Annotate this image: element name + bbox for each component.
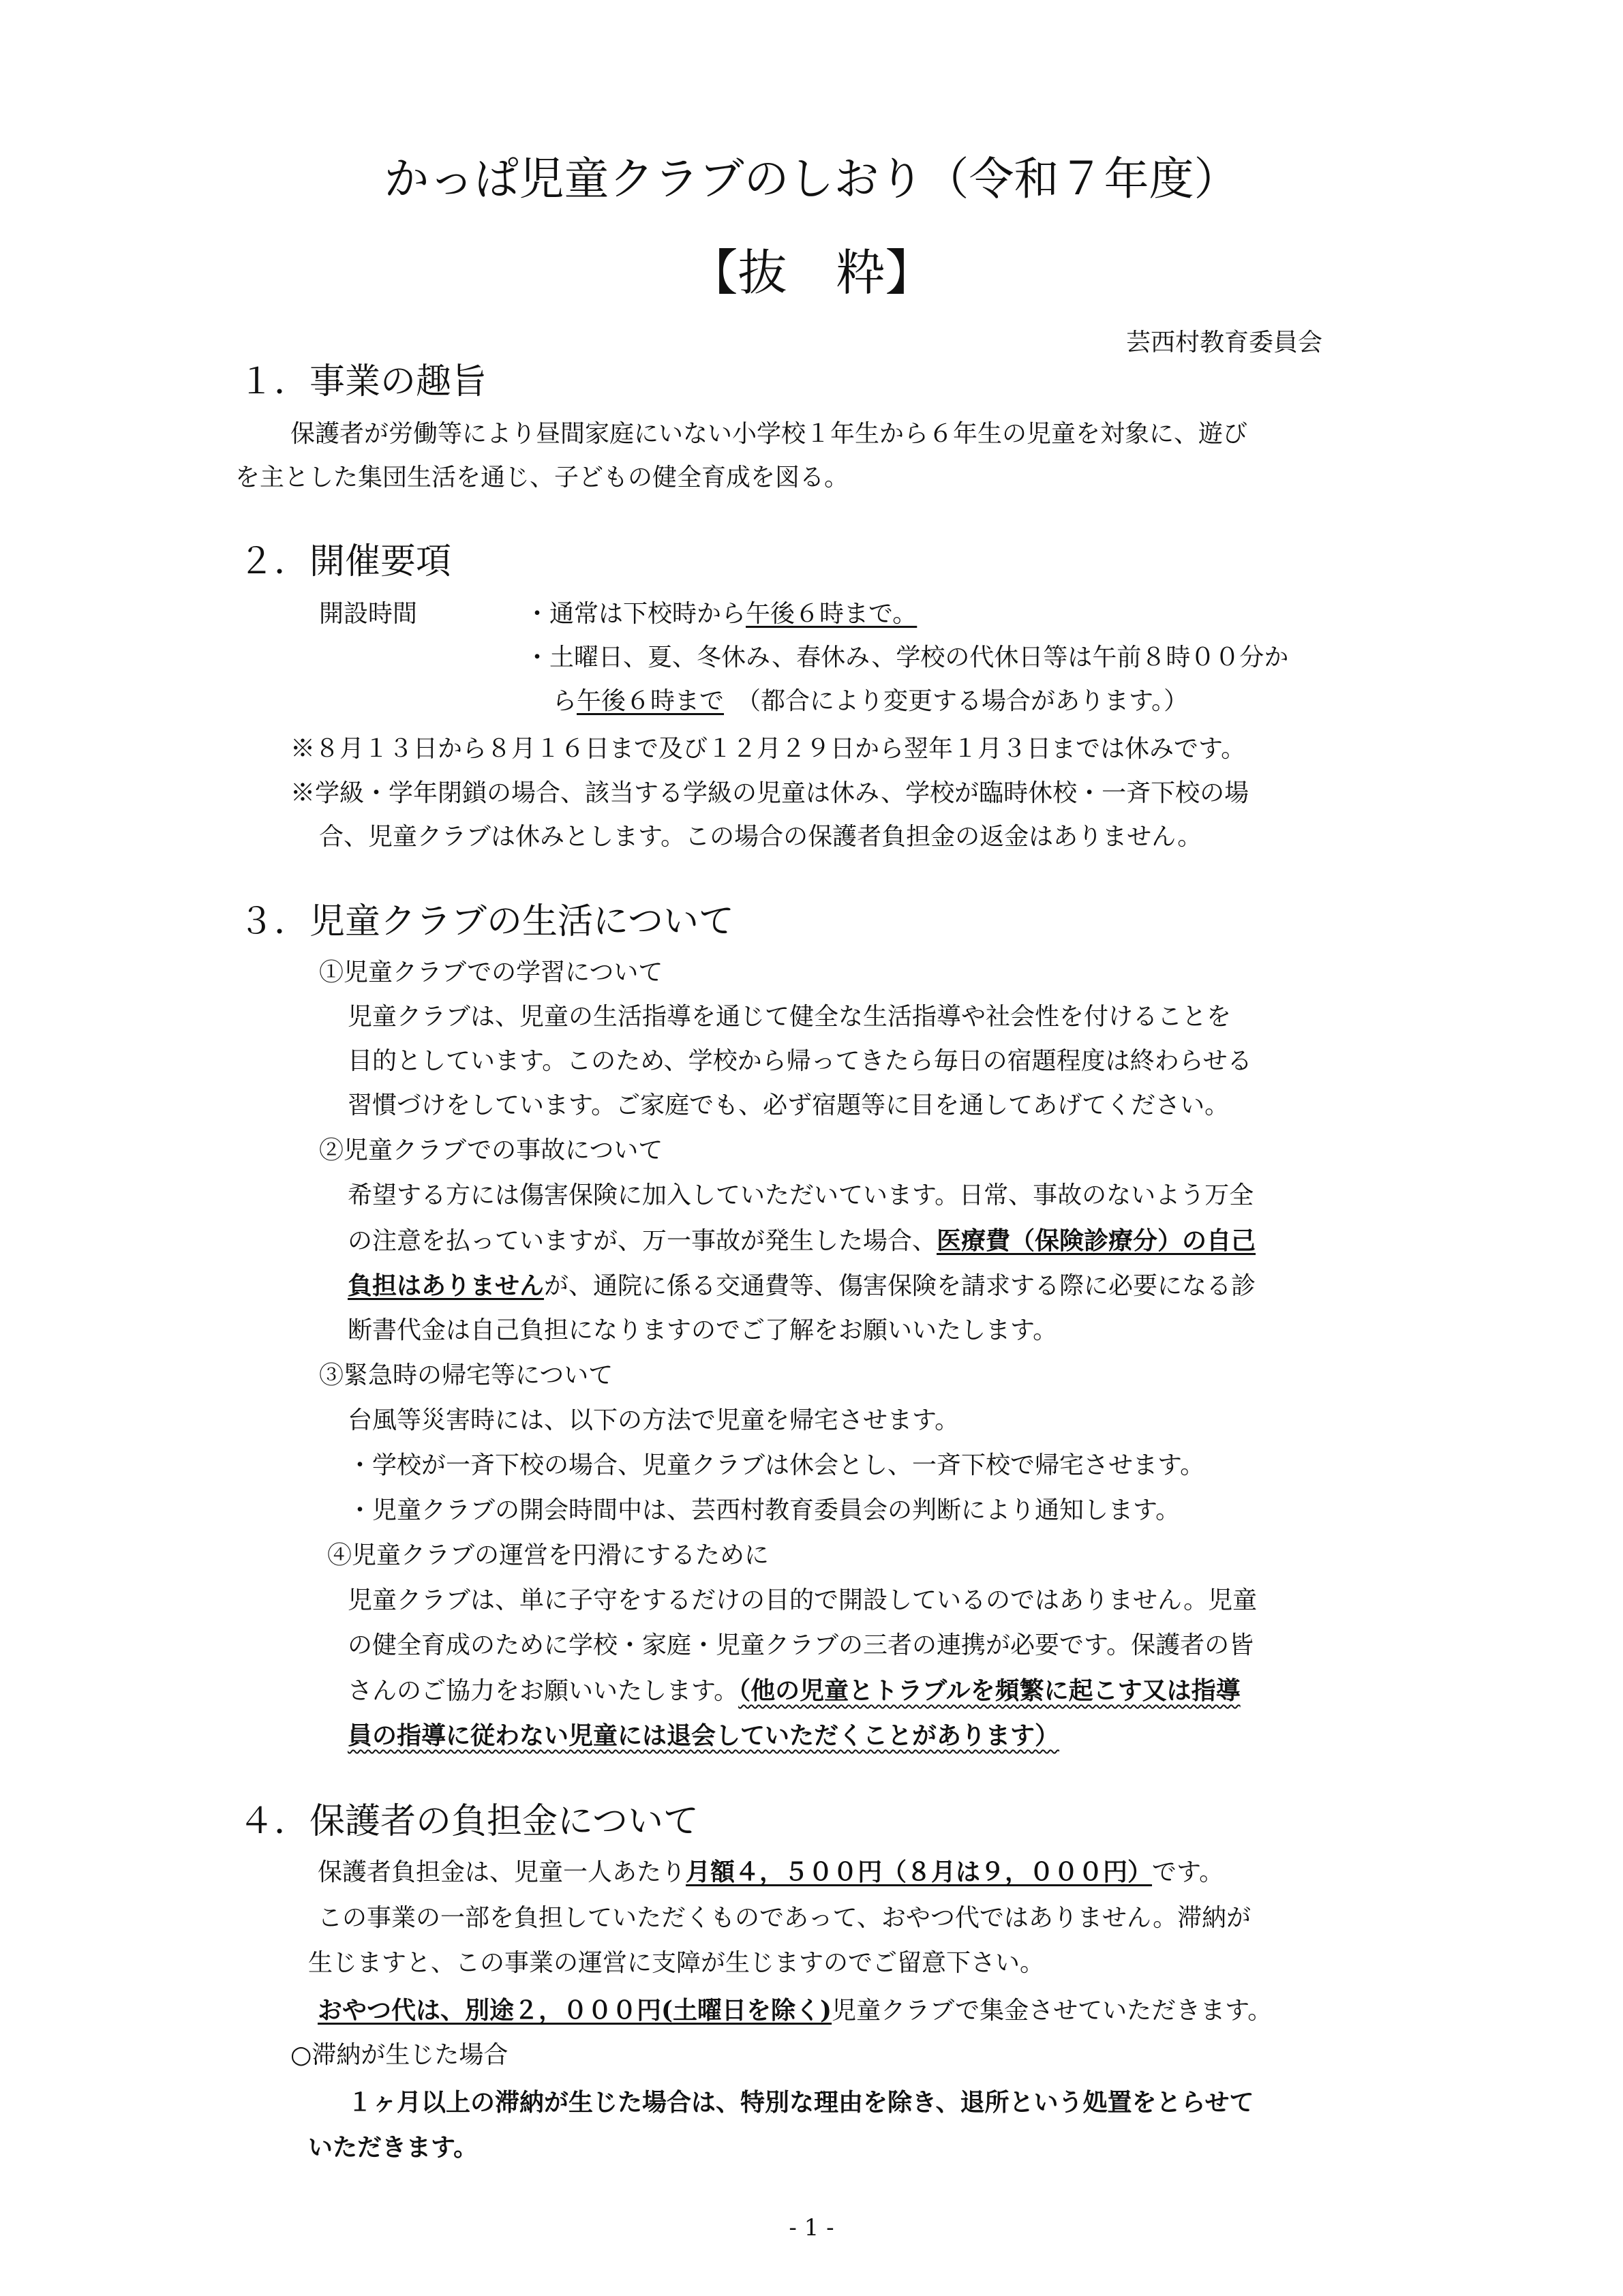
arrears-line-2: いただきます。 — [308, 2133, 479, 2162]
fee-line-3: 生じますと、この事業の運営に支障が生じますのでご留意下さい。 — [308, 1949, 1045, 1977]
accident-line-2: の注意を払っていますが、万一事故が発生した場合、医療費（保険診療分）の自己 — [348, 1226, 1256, 1255]
emergency-line-3: ・児童クラブの開会時間中は、芸西村教育委員会の判断により通知します。 — [348, 1496, 1181, 1524]
closure-note-line-1: ※学級・学年閉鎖の場合、該当する学級の児童は休み、学校が臨時休校・一斉下校の場 — [290, 779, 1249, 807]
arrears-subheading: ○滞納が生じた場合 — [290, 2041, 509, 2069]
study-line-2: 目的としています。このため、学校から帰ってきたら毎日の宿題程度は終わらせる — [348, 1047, 1252, 1075]
subsection-emergency-title: ③緊急時の帰宅等について — [319, 1361, 613, 1389]
withdrawal-warning: 員の指導に従わない児童には退会していただくことがあります） — [348, 1721, 1060, 1750]
hours-line-3: ら午後６時まで （都合により変更する場合があります。） — [552, 687, 1189, 715]
section-3-heading: ３．児童クラブの生活について — [239, 901, 734, 942]
section-1-heading: １．事業の趣旨 — [239, 361, 487, 402]
author: 芸西村教育委員会 — [1126, 329, 1323, 357]
medical-cost-emphasis: 負担はありません — [348, 1271, 545, 1300]
document-subtitle: 【抜 粋】 — [688, 244, 935, 301]
arrears-line-1: １ヶ月以上の滞納が生じた場合は、特別な理由を除き、退所という処置をとらせて — [348, 2088, 1254, 2117]
document-title: かっぱ児童クラブのしおり（令和７年度） — [384, 153, 1239, 205]
subsection-study-title: ①児童クラブでの学習について — [319, 958, 663, 986]
emergency-line-1: 台風等災害時には、以下の方法で児童を帰宅させます。 — [348, 1406, 960, 1434]
hours-line-1: ・通常は下校時から午後６時まで。 — [525, 600, 917, 628]
hours-line-2: ・土曜日、夏、冬休み、春休み、学校の代休日等は午前８時００分か — [525, 644, 1289, 671]
accident-line-3: 負担はありませんが、通院に係る交通費等、傷害保険を請求する際に必要になる診 — [348, 1271, 1256, 1300]
fee-line-4: おやつ代は、別途２，０００円(土曜日を除く)児童クラブで集金させていただきます。 — [318, 1996, 1273, 2025]
study-line-3: 習慣づけをしています。ご家庭でも、必ず宿題等に目を通してあげてください。 — [348, 1091, 1230, 1119]
s1-text-line-1: 保護者が労働等により昼間家庭にいない小学校１年生から６年生の児童を対象に、遊び — [290, 420, 1248, 448]
section-2-heading: ２．開催要項 — [239, 541, 452, 582]
accident-line-1: 希望する方には傷害保険に加入していただいています。日常、事故のないよう万全 — [348, 1181, 1254, 1209]
operation-line-2: の健全育成のために学校・家庭・児童クラブの三者の連携が必要です。保護者の皆 — [348, 1631, 1254, 1659]
hours-emphasis: 午後６時まで — [577, 687, 725, 715]
operation-line-3: さんのご協力をお願いいたします。（他の児童とトラブルを頻繁に起こす又は指導 — [348, 1676, 1241, 1705]
medical-cost-emphasis: 医療費（保険診療分）の自己 — [937, 1226, 1256, 1255]
fee-line-2: この事業の一部を負担していただくものであって、おやつ代ではありません。滞納が — [318, 1904, 1252, 1932]
opening-hours-label: 開設時間 — [319, 600, 418, 628]
closure-note-line-2: 合、児童クラブは休みとします。この場合の保護者負担金の返金はありません。 — [319, 823, 1202, 851]
study-line-1: 児童クラブは、児童の生活指導を通じて健全な生活指導や社会性を付けることを — [348, 1003, 1232, 1031]
holiday-note: ※８月１３日から８月１６日まで及び１２月２９日から翌年１月３日までは休みです。 — [290, 735, 1246, 763]
fee-line-1: 保護者負担金は、児童一人あたり月額４，５００円（８月は９，０００円）です。 — [318, 1858, 1224, 1886]
hours-emphasis: 午後６時まで。 — [746, 600, 917, 628]
snack-fee-emphasis: おやつ代は、別途２，０００円(土曜日を除く) — [318, 1996, 832, 2025]
monthly-fee-emphasis: 月額４，５００円（８月は９，０００円） — [686, 1858, 1153, 1886]
emergency-line-2: ・学校が一斉下校の場合、児童クラブは休会とし、一斉下校で帰宅させます。 — [348, 1451, 1205, 1479]
section-4-heading: ４．保護者の負担金について — [239, 1801, 699, 1842]
operation-line-1: 児童クラブは、単に子守をするだけの目的で開設しているのではありません。児童 — [348, 1586, 1258, 1614]
operation-line-4 — [348, 1719, 1059, 1753]
page-number: - 1 - — [789, 2214, 834, 2241]
accident-line-4: 断書代金は自己負担になりますのでご了解をお願いいたします。 — [348, 1316, 1058, 1344]
subsection-operation-title: ④児童クラブの運営を円滑にするために — [327, 1541, 770, 1569]
subsection-accident-title: ②児童クラブでの事故について — [319, 1136, 663, 1164]
withdrawal-warning: （他の児童とトラブルを頻繁に起こす又は指導 — [738, 1676, 1241, 1705]
s1-text-line-2: を主とした集団生活を通じ、子どもの健全育成を図る。 — [235, 464, 849, 492]
